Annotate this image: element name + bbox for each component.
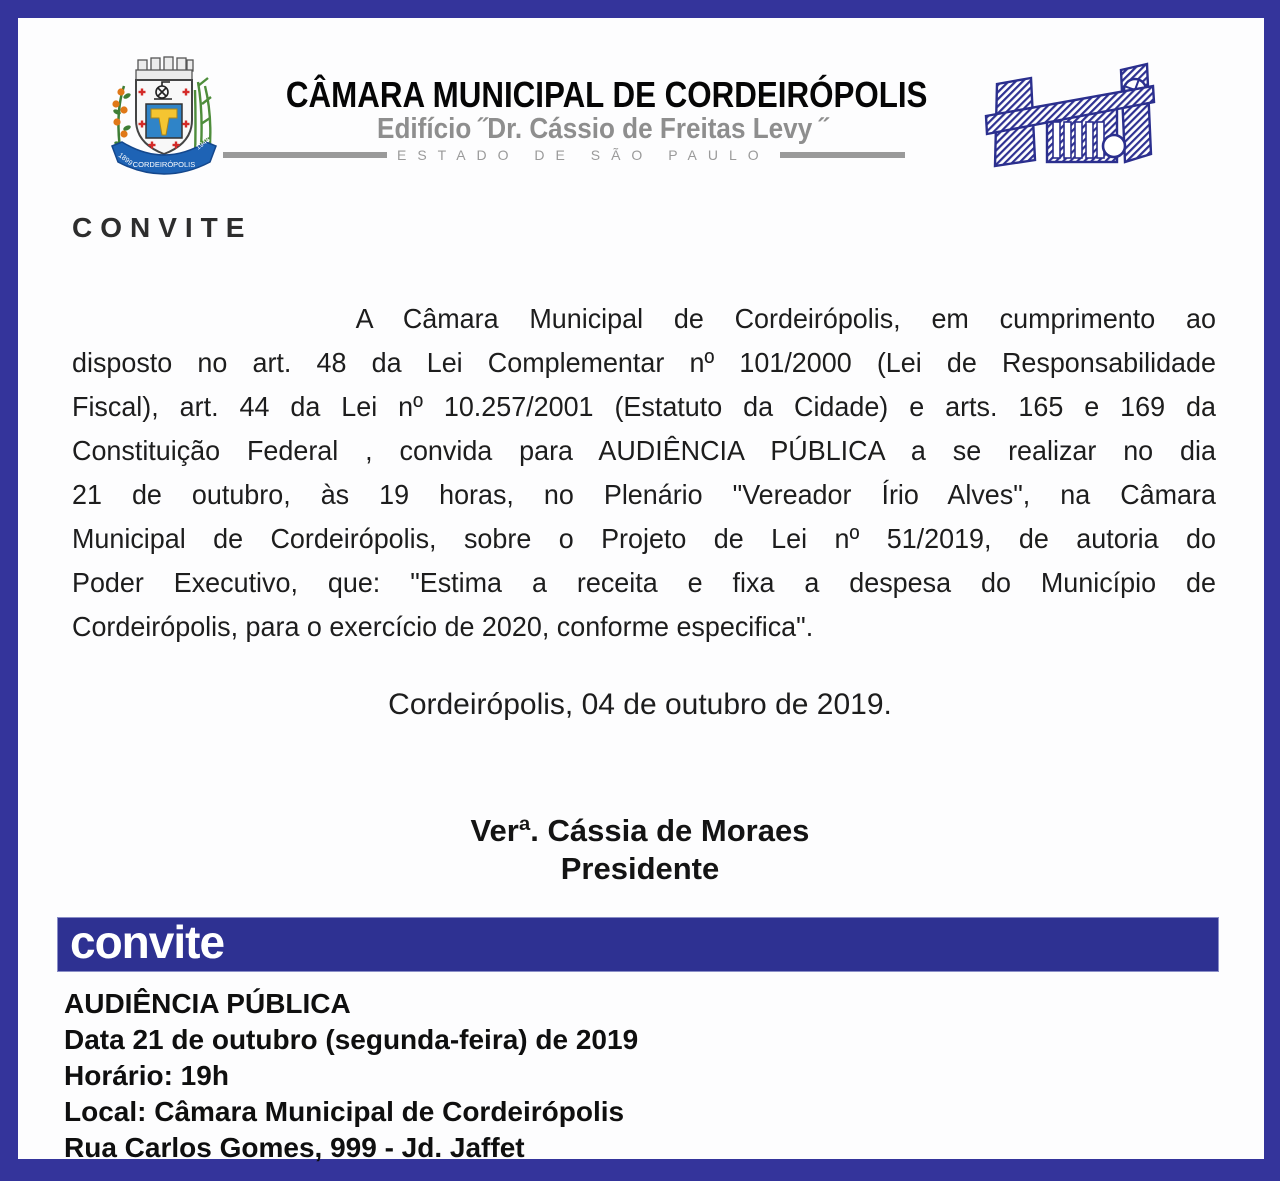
event-detail-line: Rua Carlos Gomes, 999 - Jd. Jaffet — [64, 1132, 525, 1163]
event-details — [64, 986, 638, 1166]
crest-year-left: 1899 — [116, 152, 134, 168]
paragraph-line: 21 de outubro, às 19 horas, no Plenário "Vereador Írio Alves", na Câmara — [72, 479, 1216, 510]
convite-banner — [58, 918, 1218, 971]
header-title-text: CÂMARA MUNICIPAL DE CORDEIRÓPOLIS — [285, 74, 928, 115]
main-paragraph — [72, 297, 1216, 649]
header-title — [238, 74, 968, 116]
paragraph-line: Cordeirópolis, para o exercício de 2020, conforme especifica". — [72, 611, 814, 642]
header-subtitle-text: Edifício ˝Dr. Cássio de Freitas Levy ˝ — [377, 113, 829, 145]
convite-banner-label: convite — [70, 916, 225, 968]
event-detail-line: Horário: 19h — [64, 1060, 229, 1091]
paragraph-line: Constituição Federal , convida para AUDIÊNCIA PÚBLICA a se realizar no dia — [72, 435, 1216, 466]
crest-ribbon-text: CORDEIRÓPOLIS — [132, 160, 196, 169]
divider-bar-right — [780, 152, 905, 158]
paragraph-line: Municipal de Cordeirópolis, sobre o Projeto de Lei nº 51/2019, de autoria do — [72, 523, 1216, 554]
signature-name: Verª. Cássia de Moraes — [470, 813, 810, 848]
crest-year-right: 1948 — [194, 136, 212, 152]
paragraph-line: disposto no art. 48 da Lei Complementar nº 101/2000 (Lei de Responsabilidade — [72, 347, 1216, 378]
city-hall-building-illustration — [983, 56, 1161, 176]
paragraph-line: A Câmara Municipal de Cordeirópolis, em cumprimento ao — [355, 303, 1216, 334]
paragraph-line: Poder Executivo, que: "Estima a receita e fixa a despesa do Município de — [72, 567, 1216, 598]
header-subtitle — [238, 113, 968, 146]
signature-title: Presidente — [560, 851, 720, 886]
date-line: Cordeirópolis, 04 de outubro de 2019. — [388, 688, 892, 721]
city-coat-of-arms-icon — [98, 52, 230, 190]
divider-bar-left — [223, 152, 387, 158]
paragraph-line: Fiscal), art. 44 da Lei nº 10.257/2001 (Estatuto da Cidade) e arts. 165 e 169 da — [72, 391, 1216, 422]
state-label: ESTADO DE SÃO PAULO — [397, 147, 770, 163]
event-detail-line: AUDIÊNCIA PÚBLICA — [64, 988, 351, 1019]
signature-block — [64, 812, 1216, 888]
event-detail-line: Data 21 de outubro (segunda-feira) de 2019 — [64, 1024, 639, 1055]
document-heading: CONVITE — [72, 212, 253, 243]
header-divider — [223, 147, 905, 163]
event-detail-line: Local: Câmara Municipal de Cordeirópolis — [64, 1096, 625, 1127]
